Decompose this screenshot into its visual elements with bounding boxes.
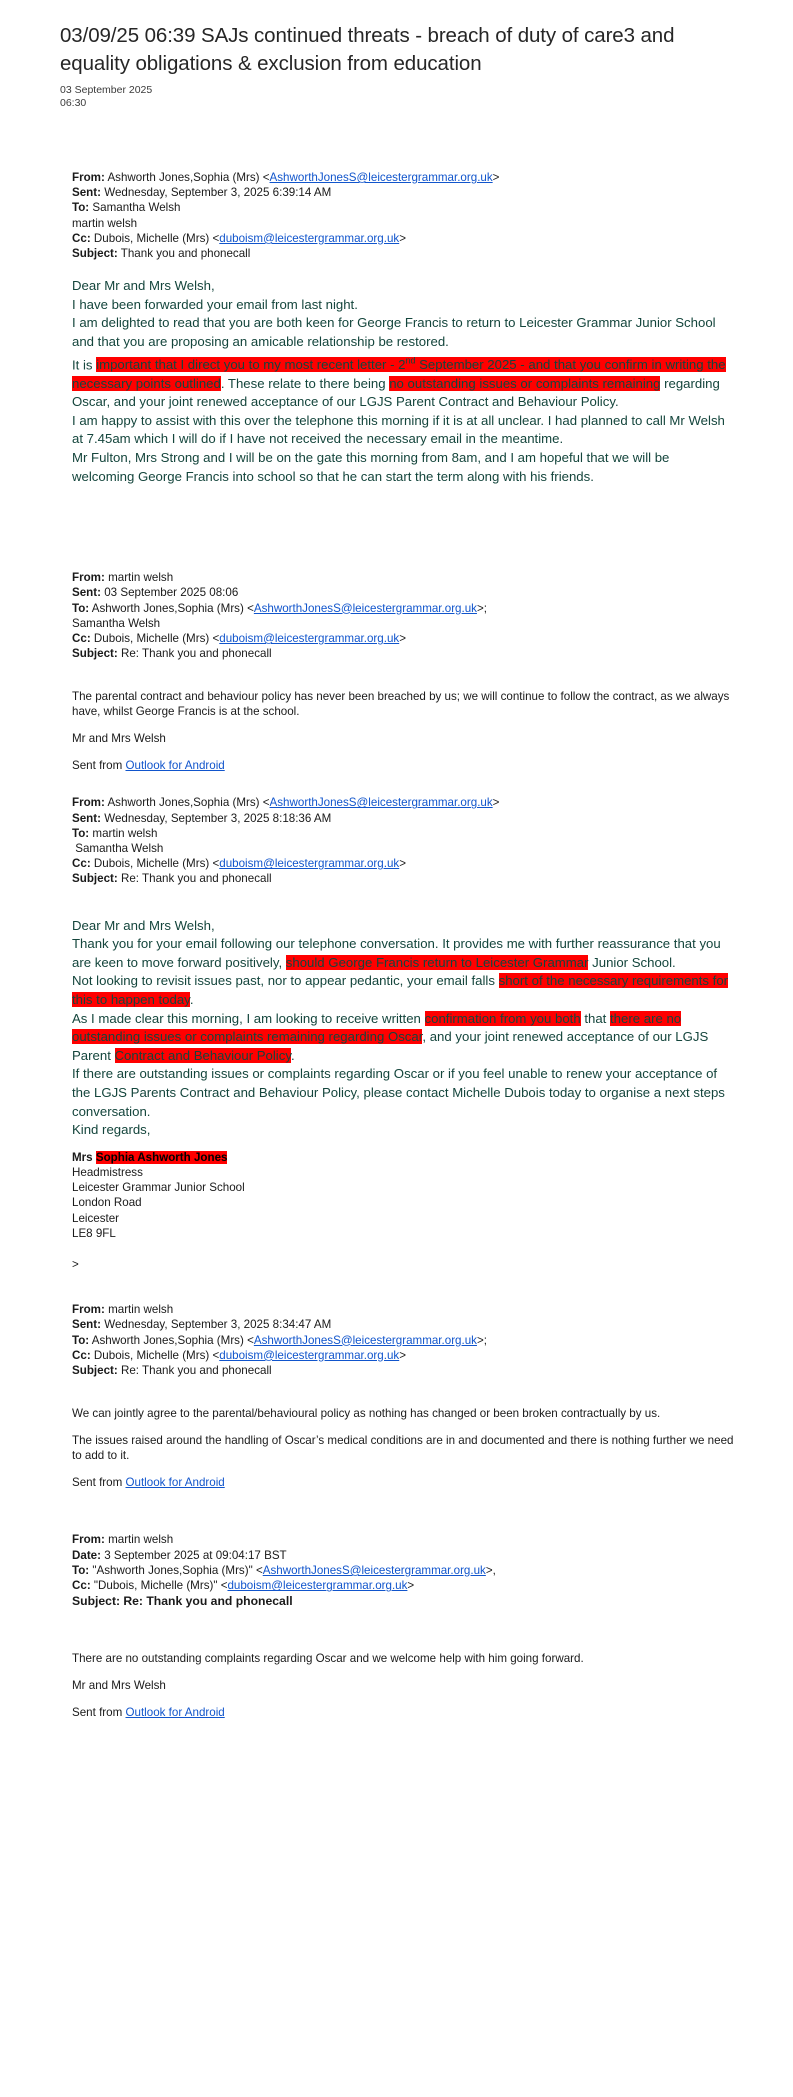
- email-message-4: [72, 1302, 735, 1490]
- from-name: Ashworth Jones,Sophia (Mrs): [107, 171, 260, 184]
- text-pre: Not looking to revisit issues past, nor to appear pedantic, your email falls: [72, 973, 499, 989]
- header-cc: Cc: Dubois, Michelle (Mrs) <duboism@leicestergrammar.org.uk>: [72, 857, 406, 871]
- email-message-2: [72, 570, 735, 774]
- body-line: Mr Fulton, Mrs Strong and I will be on the gate this morning from 8am, and I am hopeful that we will be welcoming George Francis into school so that he can start the term along with his friends.: [72, 449, 670, 484]
- to-recipient-2: Samantha Welsh: [72, 616, 161, 630]
- label-subject: Subject:: [72, 247, 118, 261]
- header-subject: [72, 1594, 735, 1609]
- document-header: [0, 0, 793, 110]
- email-headers-5: [72, 1532, 735, 1609]
- spacer: [72, 1609, 735, 1639]
- label-subject: Subject:: [72, 647, 118, 661]
- label-from: From:: [72, 171, 105, 184]
- spacer: [72, 1272, 735, 1302]
- email-thread: [0, 170, 793, 1720]
- highlight-span: short of the necessary requirements for this to happen today: [72, 973, 729, 1007]
- header-cc: Cc: "Dubois, Michelle (Mrs)" <duboism@leicestergrammar.org.uk>: [72, 1579, 415, 1593]
- to-name: Ashworth Jones,Sophia (Mrs): [91, 1333, 244, 1347]
- outlook-for-android-link[interactable]: Outlook for Android: [125, 1476, 225, 1490]
- from-name: martin welsh: [108, 571, 174, 585]
- email-body-3: [72, 917, 735, 1140]
- to-recipient-2-line: [72, 841, 735, 856]
- spacer: [72, 1140, 735, 1150]
- cc-name: Dubois, Michelle (Mrs): [93, 231, 210, 245]
- email-body-4: [72, 1406, 735, 1491]
- header-to: [72, 200, 735, 215]
- body-line: The parental contract and behaviour policy has never been breached by us; we will continue to follow the contract, as we always have, whilst George Francis is at the school.: [72, 689, 730, 719]
- header-sent: [72, 185, 735, 200]
- spacer: [72, 1502, 735, 1532]
- label-to: To:: [72, 826, 90, 840]
- body-line: We can jointly agree to the parental/behavioural policy as nothing has changed or been broken contractually by us.: [72, 1406, 661, 1420]
- body-line-highlighted: [72, 352, 735, 412]
- cc-email-link[interactable]: duboism@leicestergrammar.org.uk: [219, 1348, 400, 1362]
- from-name: Ashworth Jones,Sophia (Mrs): [107, 796, 260, 810]
- header-sent: [72, 585, 735, 600]
- outlook-for-android-link[interactable]: Outlook for Android: [125, 759, 225, 773]
- to-recipient-2-line: [72, 616, 735, 631]
- page-title: 03/09/25 06:39 SAJs continued threats - breach of duty of care3 and equality obligations & exclusion from education: [60, 24, 675, 75]
- date-value: 3 September 2025 at 09:04:17 BST: [104, 1548, 287, 1562]
- body-line-highlighted: [72, 1010, 735, 1066]
- email-body-2: [72, 689, 735, 774]
- body-line: Dear Mr and Mrs Welsh,: [72, 917, 215, 933]
- email-headers-2: [72, 570, 735, 661]
- to-email-link[interactable]: AshworthJonesS@leicestergrammar.org.uk: [262, 1563, 486, 1577]
- header-from: From: Ashworth Jones,Sophia (Mrs) <AshworthJonesS@leicestergrammar.org.uk>: [72, 171, 500, 184]
- text-pre: As I made clear this morning, I am looking to receive written: [72, 1010, 425, 1026]
- spacer: [72, 887, 735, 917]
- text-end: .: [290, 1047, 295, 1063]
- to-email-link[interactable]: AshworthJonesS@leicestergrammar.org.uk: [253, 601, 477, 615]
- body-line-highlighted: [72, 935, 735, 972]
- email-body-5: [72, 1651, 735, 1720]
- label-subject: Subject:: [72, 872, 118, 886]
- spacer: [72, 1241, 735, 1257]
- cc-name: Dubois, Michelle (Mrs): [93, 631, 210, 645]
- header-cc: Cc: Dubois, Michelle (Mrs) <duboism@leicestergrammar.org.uk>: [72, 231, 406, 245]
- highlight-span: should George Francis return to Leicester Grammar: [285, 954, 589, 970]
- spacer: [72, 540, 735, 570]
- text-post: , and your joint renewed acceptance of our LGJS Parent: [72, 1029, 709, 1063]
- cc-email-link[interactable]: duboism@leicestergrammar.org.uk: [227, 1579, 408, 1593]
- body-line: The issues raised around the handling of Oscar’s medical conditions are in and documented and there is nothing further we need to add to it.: [72, 1433, 734, 1463]
- email-message-5: [72, 1532, 735, 1720]
- header-from: [72, 570, 735, 585]
- signature-school: Leicester Grammar Junior School: [72, 1181, 245, 1195]
- label-to: To:: [72, 201, 90, 215]
- header-to: [72, 826, 735, 841]
- signature-title: Mrs: [72, 1150, 93, 1164]
- to-recipient-1: martin welsh: [92, 826, 158, 840]
- sent-from-prefix: Sent from: [72, 1476, 126, 1490]
- body-line: Mr and Mrs Welsh: [72, 732, 166, 746]
- header-subject: [72, 1363, 735, 1378]
- text-pre: It is: [72, 356, 97, 372]
- header-sent: [72, 1317, 735, 1332]
- body-line-highlighted: [72, 972, 735, 1009]
- header-to: To: Ashworth Jones,Sophia (Mrs) <AshworthJonesS@leicestergrammar.org.uk>;: [72, 1333, 487, 1347]
- label-sent: Sent:: [72, 186, 101, 200]
- highlight-span-b: there are no outstanding issues or complaints remaining regarding Oscar: [72, 1010, 682, 1045]
- to-recipient-2-line: [72, 216, 735, 231]
- sent-value: 03 September 2025 08:06: [104, 586, 239, 600]
- header-subject: [72, 246, 735, 261]
- to-recipient-2: martin welsh: [72, 216, 138, 230]
- label-cc: Cc:: [72, 857, 91, 871]
- signature-role: Headmistress: [72, 1165, 143, 1179]
- header-subject: [72, 646, 735, 661]
- email-message-1: [72, 170, 735, 486]
- label-cc: Cc:: [72, 631, 91, 645]
- body-line: If there are outstanding issues or complaints regarding Oscar or if you feel unable to renew your acceptance of the LGJS Parents Contract and Behaviour Policy, please contact Michelle Dubois today to organise a next steps conversation.: [72, 1066, 725, 1119]
- email-headers-3: [72, 795, 735, 886]
- label-from: From:: [72, 571, 105, 585]
- text-mid: . These relate to there being: [220, 375, 390, 391]
- to-suffix: ,: [492, 1563, 496, 1577]
- header-subject: [72, 871, 735, 886]
- header-from: From: Ashworth Jones,Sophia (Mrs) <AshworthJonesS@leicestergrammar.org.uk>: [72, 796, 500, 810]
- text-post: regarding Oscar, and your joint renewed acceptance of our LGJS Parent Contract and Behaviour Policy.: [72, 375, 720, 410]
- cc-email-link[interactable]: duboism@leicestergrammar.org.uk: [219, 857, 400, 871]
- header-sent: [72, 811, 735, 826]
- label-cc: Cc:: [72, 1579, 91, 1593]
- body-line: Dear Mr and Mrs Welsh,: [72, 278, 215, 294]
- label-to: To:: [72, 601, 90, 615]
- email-body-1: [72, 277, 735, 486]
- label-sent: Sent:: [72, 1318, 101, 1332]
- highlight-text-a: important that I direct you to my most recent letter - 2: [96, 356, 406, 372]
- label-subject: Subject:: [72, 1363, 118, 1377]
- highlight-span-c: Contract and Behaviour Policy: [114, 1047, 291, 1063]
- text-pre: Thank you for your email following our telephone conversation. It provides me with further reassurance that you are keen to move forward positively,: [72, 936, 721, 970]
- label-cc: Cc:: [72, 231, 91, 245]
- outlook-for-android-link[interactable]: Outlook for Android: [125, 1705, 225, 1719]
- from-name: martin welsh: [108, 1303, 174, 1317]
- signature-block: [72, 1150, 735, 1241]
- from-email-link[interactable]: AshworthJonesS@leicestergrammar.org.uk: [269, 171, 493, 184]
- signature-postcode: LE8 9FL: [72, 1226, 116, 1240]
- body-line: I am delighted to read that you are both keen for George Francis to return to Leicester Grammar Junior School and that you are proposing an amicable relationship be restored.: [72, 315, 716, 349]
- spacer: [72, 261, 735, 277]
- highlight-span-a: confirmation from you both: [424, 1010, 581, 1026]
- to-name: Ashworth Jones,Sophia (Mrs): [91, 601, 244, 615]
- to-recipient-2: Samantha Welsh: [75, 841, 164, 855]
- label-from: From:: [72, 796, 105, 810]
- signature-address-2: Leicester: [72, 1211, 120, 1225]
- from-name: martin welsh: [108, 1533, 174, 1547]
- ordinal-suffix: nd: [405, 355, 416, 366]
- sent-from-prefix: Sent from: [72, 759, 126, 773]
- body-line: I have been forwarded your email from last night.: [72, 296, 358, 312]
- to-name: "Ashworth Jones,Sophia (Mrs)": [92, 1563, 253, 1577]
- from-email-link[interactable]: AshworthJonesS@leicestergrammar.org.uk: [269, 796, 493, 810]
- sent-from-line: [72, 758, 735, 773]
- signature-name-highlighted: Sophia Ashworth Jones: [95, 1150, 228, 1164]
- cc-name: "Dubois, Michelle (Mrs)": [93, 1579, 218, 1593]
- spacer: [72, 486, 735, 540]
- highlight-text-b: September 2025 - and that you confirm in writing the necessary points outlined: [72, 356, 726, 391]
- email-message-3: [72, 795, 735, 1272]
- body-line: Mr and Mrs Welsh: [72, 1678, 166, 1692]
- sent-value: Wednesday, September 3, 2025 6:39:14 AM: [104, 186, 332, 200]
- header-date: [72, 1548, 735, 1563]
- to-email-link[interactable]: AshworthJonesS@leicestergrammar.org.uk: [253, 1333, 477, 1347]
- signature-name-line: [72, 1150, 735, 1165]
- label-from: From:: [72, 1303, 105, 1317]
- subject-value: Thank you and phonecall: [120, 247, 251, 261]
- sent-from-prefix: Sent from: [72, 1705, 126, 1719]
- label-sent: Sent:: [72, 811, 101, 825]
- header-from: [72, 1302, 735, 1317]
- body-line: Kind regards,: [72, 1122, 151, 1138]
- label-to: To:: [72, 1333, 90, 1347]
- header-from: [72, 1532, 735, 1547]
- spacer: [72, 661, 735, 677]
- label-date: Date:: [72, 1548, 101, 1562]
- header-cc: Cc: Dubois, Michelle (Mrs) <duboism@leicestergrammar.org.uk>: [72, 1348, 406, 1362]
- spacer: [72, 1378, 735, 1394]
- cc-email-link[interactable]: duboism@leicestergrammar.org.uk: [219, 231, 400, 245]
- cc-email-link[interactable]: duboism@leicestergrammar.org.uk: [219, 631, 400, 645]
- label-to: To:: [72, 1563, 90, 1577]
- label-from: From:: [72, 1533, 105, 1547]
- body-line: There are no outstanding complaints regarding Oscar and we welcome help with him going forward.: [72, 1651, 584, 1665]
- label-sent: Sent:: [72, 586, 101, 600]
- highlight-span-2: no outstanding issues or complaints remaining: [389, 375, 661, 391]
- email-headers-1: [72, 170, 735, 261]
- subject-value: Re: Thank you and phonecall: [120, 1363, 272, 1377]
- email-headers-4: [72, 1302, 735, 1378]
- document-time: 06:30: [60, 97, 87, 109]
- sent-from-line: [72, 1475, 735, 1490]
- sent-value: Wednesday, September 3, 2025 8:34:47 AM: [104, 1318, 332, 1332]
- sent-from-line: [72, 1705, 735, 1720]
- subject-value: Re: Thank you and phonecall: [123, 1593, 293, 1608]
- cc-name: Dubois, Michelle (Mrs): [93, 857, 210, 871]
- header-to: To: "Ashworth Jones,Sophia (Mrs)" <AshworthJonesS@leicestergrammar.org.uk>,: [72, 1563, 496, 1577]
- cc-name: Dubois, Michelle (Mrs): [93, 1348, 210, 1362]
- header-cc: Cc: Dubois, Michelle (Mrs) <duboism@leicestergrammar.org.uk>: [72, 631, 406, 645]
- sent-value: Wednesday, September 3, 2025 8:18:36 AM: [104, 811, 332, 825]
- body-line: I am happy to assist with this over the telephone this morning if it is at all unclear. I had planned to call Mr Welsh at 7.45am which I will do if I have not received the necessary email in the meantime.: [72, 412, 725, 447]
- subject-value: Re: Thank you and phonecall: [120, 872, 272, 886]
- to-recipient-1: Samantha Welsh: [92, 201, 181, 215]
- spacer: [72, 785, 735, 795]
- subject-value: Re: Thank you and phonecall: [120, 647, 272, 661]
- header-to: To: Ashworth Jones,Sophia (Mrs) <AshworthJonesS@leicestergrammar.org.uk>;: [72, 601, 487, 615]
- quote-marker: >: [72, 1257, 79, 1271]
- signature-address-1: London Road: [72, 1196, 142, 1210]
- text-mid: that: [580, 1010, 611, 1026]
- label-cc: Cc:: [72, 1348, 91, 1362]
- text-post: .: [189, 991, 194, 1007]
- text-post: Junior School.: [588, 954, 676, 970]
- label-subject: Subject:: [72, 1593, 121, 1608]
- document-date: 03 September 2025: [60, 84, 153, 96]
